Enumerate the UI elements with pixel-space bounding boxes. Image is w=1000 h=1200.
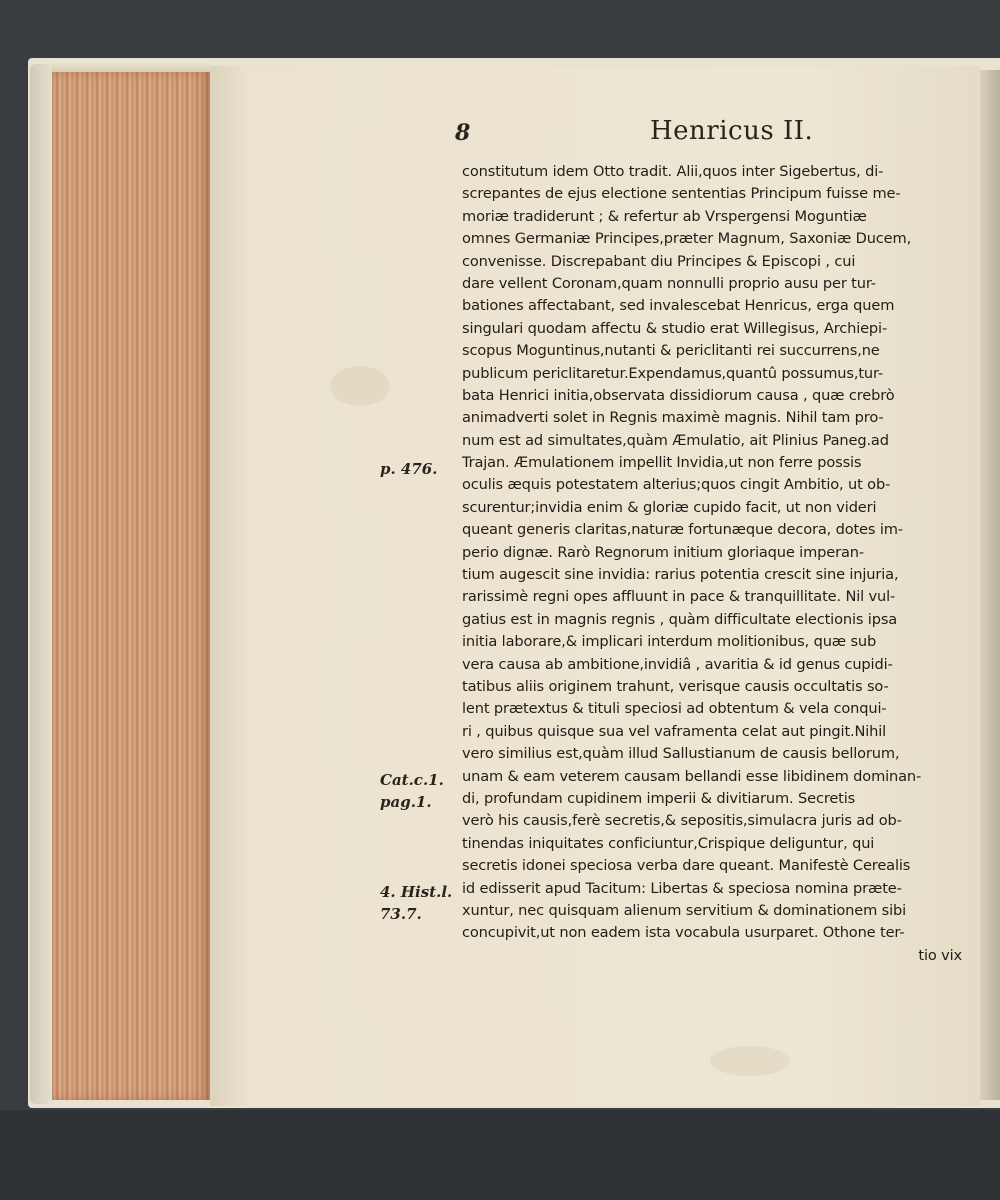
text-line: di, profundam cupidinem imperii & divitiarum. Secretis bbox=[462, 789, 856, 807]
text-line: Trajan. Æmulationem impellit Invidia,ut non ferre possis bbox=[462, 454, 862, 472]
body-text bbox=[462, 161, 962, 967]
text-line: ri , quibus quisque sua vel vaframenta celat aut pingit.Nihil bbox=[462, 722, 887, 740]
text-line: id edisserit apud Tacitum: Libertas & speciosa nomina præte- bbox=[462, 879, 902, 897]
text-line: scopus Moguntinus,nutanti & periclitanti rei succurrens,ne bbox=[462, 342, 880, 360]
page-header bbox=[455, 116, 975, 152]
margin-note-hist: 4. Hist.l. bbox=[380, 883, 453, 901]
text-line: unam & eam veterem causam bellandi esse libidinem dominan- bbox=[462, 767, 922, 785]
margin-note-cat: Cat.c.1. bbox=[380, 771, 444, 789]
scanner-backdrop-bottom bbox=[0, 1110, 1000, 1200]
margin-note-page-ref: 73.7. bbox=[380, 905, 422, 923]
text-line: tium augescit sine invidia: rarius potentia crescit sine injuria, bbox=[462, 566, 899, 584]
margin-note-p476: p. 476. bbox=[380, 460, 438, 478]
paper-stain bbox=[330, 366, 390, 406]
text-line: tio vix bbox=[918, 946, 962, 964]
text-line: queant generis claritas,naturæ fortunæque decora, dotes im- bbox=[462, 521, 903, 539]
text-line: omnes Germaniæ Principes,præter Magnum, Saxoniæ Ducem, bbox=[462, 230, 912, 248]
page-right-edge bbox=[980, 70, 1000, 1100]
text-line: oculis æquis potestatem alterius;quos cingit Ambitio, ut ob- bbox=[462, 476, 891, 494]
text-line: animadverti solet in Regnis maximè magnis. Nihil tam pro- bbox=[462, 409, 884, 427]
text-line: singulari quodam affectu & studio erat Willegisus, Archiepi- bbox=[462, 319, 888, 337]
text-line: dare vellent Coronam,quam nonnulli proprio ausu per tur- bbox=[462, 274, 876, 292]
text-line: concupivit,ut non eadem ista vocabula usurparet. Othone ter- bbox=[462, 924, 905, 942]
text-line: rarissimè regni opes affluunt in pace & tranquillitate. Nil vul- bbox=[462, 588, 896, 606]
margin-note-pag: pag.1. bbox=[380, 793, 432, 811]
scanner-backdrop-top bbox=[0, 0, 1000, 64]
text-line: perio dignæ. Rarò Regnorum initium gloriaque imperan- bbox=[462, 543, 864, 561]
text-line: tatibus aliis originem trahunt, verisque causis occultatis so- bbox=[462, 677, 889, 695]
text-line: bationes affectabant, sed invalescebat Henricus, erga quem bbox=[462, 297, 895, 315]
text-line: bata Henrici initia,observata dissidiorum causa , quæ crebrò bbox=[462, 386, 895, 404]
text-line: constitutum idem Otto tradit. Alii,quos inter Sigebertus, di- bbox=[462, 163, 884, 180]
page-block-edges bbox=[52, 72, 211, 1100]
text-line: vera causa ab ambitione,invidiâ , avaritia & id genus cupidi- bbox=[462, 655, 893, 673]
text-line: gatius est in magnis regnis , quàm difficultate electionis ipsa bbox=[462, 610, 898, 628]
text-line: moriæ tradiderunt ; & refertur ab Vrspergensi Moguntiæ bbox=[462, 207, 867, 225]
text-line: publicum periclitaretur.Expendamus,quantû possumus,tur- bbox=[462, 364, 884, 382]
text-line: convenisse. Discrepabant diu Principes & Episcopi , cui bbox=[462, 252, 856, 270]
text-line: tinendas iniquitates conficiuntur,Crispique deliguntur, qui bbox=[462, 834, 875, 852]
book-cover-edge bbox=[30, 64, 54, 1104]
text-line: lent prætextus & tituli speciosi ad obtentum & vela conqui- bbox=[462, 700, 887, 718]
running-title: Henricus II. bbox=[650, 116, 814, 146]
text-line: screpantes de ejus electione sententias Principum fuisse me- bbox=[462, 185, 901, 203]
text-line: num est ad simultates,quàm Æmulatio, ait Plinius Paneg.ad bbox=[462, 431, 889, 449]
text-line: verò his causis,ferè secretis,& sepositis,simulacra juris ad ob- bbox=[462, 812, 902, 830]
text-line: vero similius est,quàm illud Sallustianum de causis bellorum, bbox=[462, 745, 900, 763]
text-line: secretis idonei speciosa verba dare queant. Manifestè Cerealis bbox=[462, 857, 911, 875]
page-number: 8 bbox=[455, 120, 471, 146]
text-line: initia laborare,& implicari interdum molitionibus, quæ sub bbox=[462, 633, 877, 651]
text-line: scurentur;invidia enim & gloriæ cupido facit, ut non videri bbox=[462, 498, 877, 516]
text-line: xuntur, nec quisquam alienum servitium & dominationem sibi bbox=[462, 901, 907, 919]
paper-stain bbox=[710, 1046, 790, 1076]
